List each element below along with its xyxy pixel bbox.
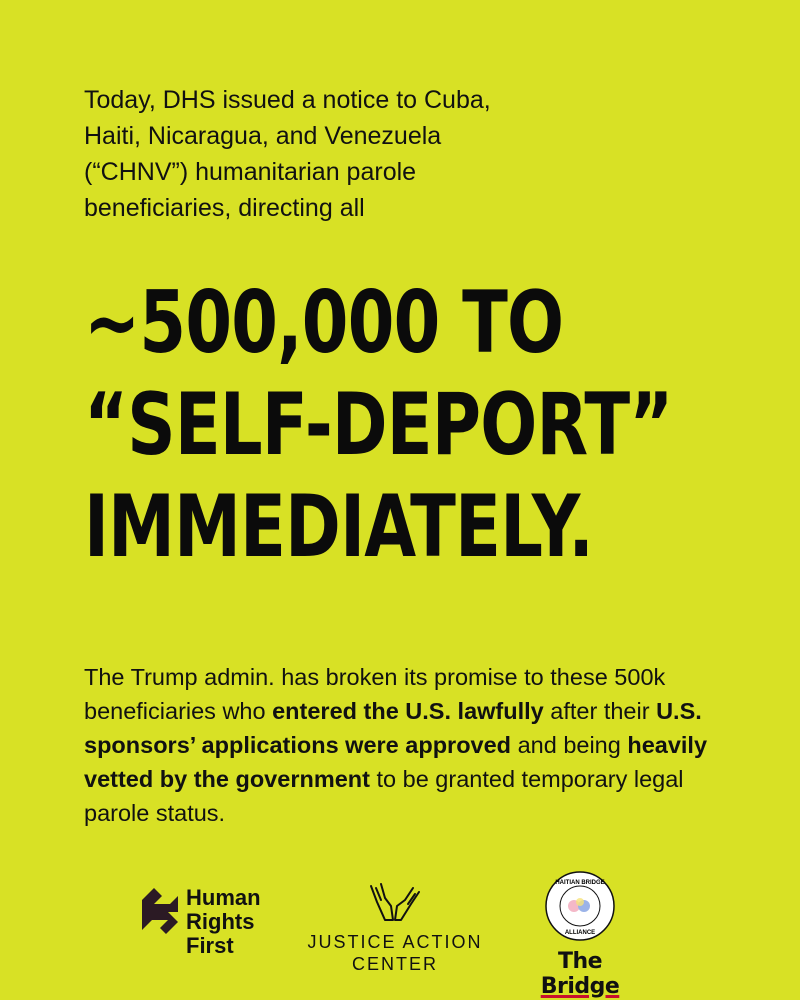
intro-line: beneficiaries, directing all: [84, 194, 365, 222]
haitian-bridge-alliance-badge-icon: [544, 870, 616, 942]
the-bridge-logo: [520, 870, 640, 999]
body-bold: heavily vetted by the government: [84, 732, 708, 792]
body-text: after their: [543, 698, 657, 724]
headline-line: IMMEDIATELY.: [84, 477, 594, 577]
jac-line: JUSTICE ACTION: [307, 932, 483, 952]
human-rights-first-logo: [140, 886, 261, 958]
bridge-wordmark: [520, 949, 640, 999]
body-text: to be granted temporary legal parole status.: [84, 766, 684, 826]
badge-ring-text: HAITIAN BRIDGE: [555, 880, 605, 886]
badge-ring-text: ALLIANCE: [564, 930, 596, 936]
human-rights-first-logo-mark-icon: [140, 886, 180, 942]
bridge-prefix: The: [557, 949, 603, 974]
headline-line: “SELF-DEPORT”: [84, 375, 673, 475]
hrf-wordmark: [186, 886, 261, 958]
justice-action-center-logo: [300, 880, 490, 975]
body-text: and being: [511, 732, 628, 758]
intro-line: Haiti, Nicaragua, and Venezuela: [84, 122, 442, 150]
intro-line: (“CHNV”) humanitarian parole: [84, 158, 417, 186]
hrf-line: Rights: [186, 909, 255, 934]
partner-logos: [0, 870, 800, 999]
hrf-line: First: [186, 933, 234, 958]
jac-wordmark: [300, 931, 490, 975]
hands-icon: [363, 880, 427, 926]
body-bold: U.S. sponsors’ applications were approved: [84, 698, 702, 758]
body-paragraph: [84, 660, 734, 830]
intro-text: [84, 82, 644, 226]
body-text: The Trump admin. has broken its promise to these 500k beneficiaries who: [84, 664, 666, 724]
headline: [84, 272, 673, 578]
hrf-line: Human: [186, 885, 261, 910]
headline-line: ~500,000 TO: [84, 273, 564, 373]
intro-line: Today, DHS issued a notice to Cuba,: [84, 86, 491, 114]
bridge-name: Bridge: [540, 974, 620, 999]
jac-line: CENTER: [351, 954, 438, 974]
body-bold: entered the U.S. lawfully: [272, 698, 544, 724]
